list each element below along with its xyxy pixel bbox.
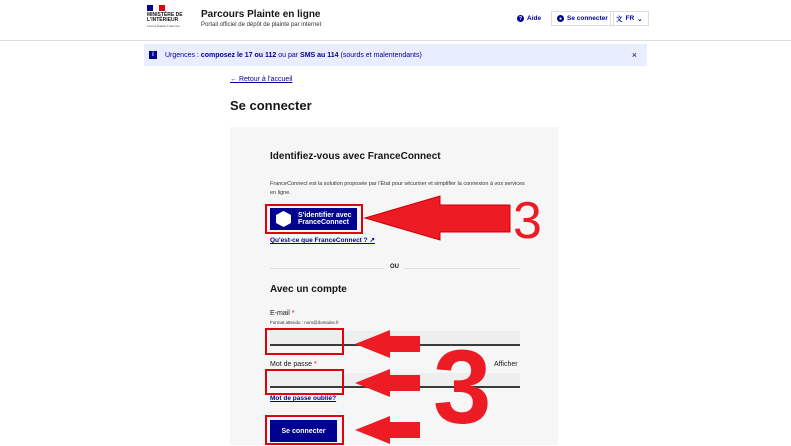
password-label: Mot de passe * xyxy=(270,361,317,368)
close-icon[interactable]: × xyxy=(631,50,637,60)
show-password-toggle[interactable]: Afficher xyxy=(494,361,518,368)
help-label: Aide xyxy=(527,15,542,22)
email-hint: Format attendu : nom@domaine.fr xyxy=(270,320,339,325)
separator-text: OU xyxy=(390,264,399,270)
site-subtitle: Portail officiel de dépôt de plainte par internet xyxy=(201,22,322,28)
question-icon: ? xyxy=(518,15,523,22)
arrow-icon xyxy=(355,369,420,397)
step-number: 3 xyxy=(433,329,492,446)
arrow-icon xyxy=(365,196,510,240)
back-link-label: Retour à l'accueil xyxy=(238,76,293,83)
header-login-label: Se connecter xyxy=(567,15,608,22)
banner-text: Urgences : composez le 17 ou 112 ou par SMS au 114 (sourds et malentendants) xyxy=(165,51,422,59)
language-label: FR xyxy=(625,15,635,22)
info-icon: i xyxy=(149,51,157,59)
site-title[interactable]: Parcours Plainte en ligne xyxy=(201,9,321,20)
logo-text: MINISTÈRE DE L'INTÉRIEUR xyxy=(147,12,183,23)
user-icon: ● xyxy=(558,15,563,22)
forgot-password-link[interactable]: Mot de passe oublié? xyxy=(270,395,337,402)
chevron-down-icon: ⌄ xyxy=(637,15,643,23)
arrow-icon xyxy=(355,416,420,444)
arrow-left-icon: ← xyxy=(230,76,239,83)
account-title: Avec un compte xyxy=(270,284,347,295)
external-link-icon: ↗ xyxy=(369,237,375,244)
arrow-icon xyxy=(355,330,420,358)
fc-line2: FranceConnect xyxy=(298,219,349,226)
email-label: E-mail * xyxy=(270,310,295,317)
logo-motto: Liberté Égalité Fraternité xyxy=(147,24,180,28)
submit-button[interactable]: Se connecter xyxy=(270,420,337,442)
franceconnect-description: FranceConnect est la solution proposée par l'État pour sécuriser et simplifier la connexion à vos services en ligne. xyxy=(270,181,525,196)
fc-line1: S'identifier avec xyxy=(298,211,352,219)
step-number: 3 xyxy=(513,192,542,250)
franceconnect-title: Identifiez-vous avec FranceConnect xyxy=(270,151,441,162)
translate-icon: 文 xyxy=(616,16,623,23)
fc-info-label: Qu'est-ce que FranceConnect ? xyxy=(270,237,368,244)
page-title: Se connecter xyxy=(230,98,312,113)
